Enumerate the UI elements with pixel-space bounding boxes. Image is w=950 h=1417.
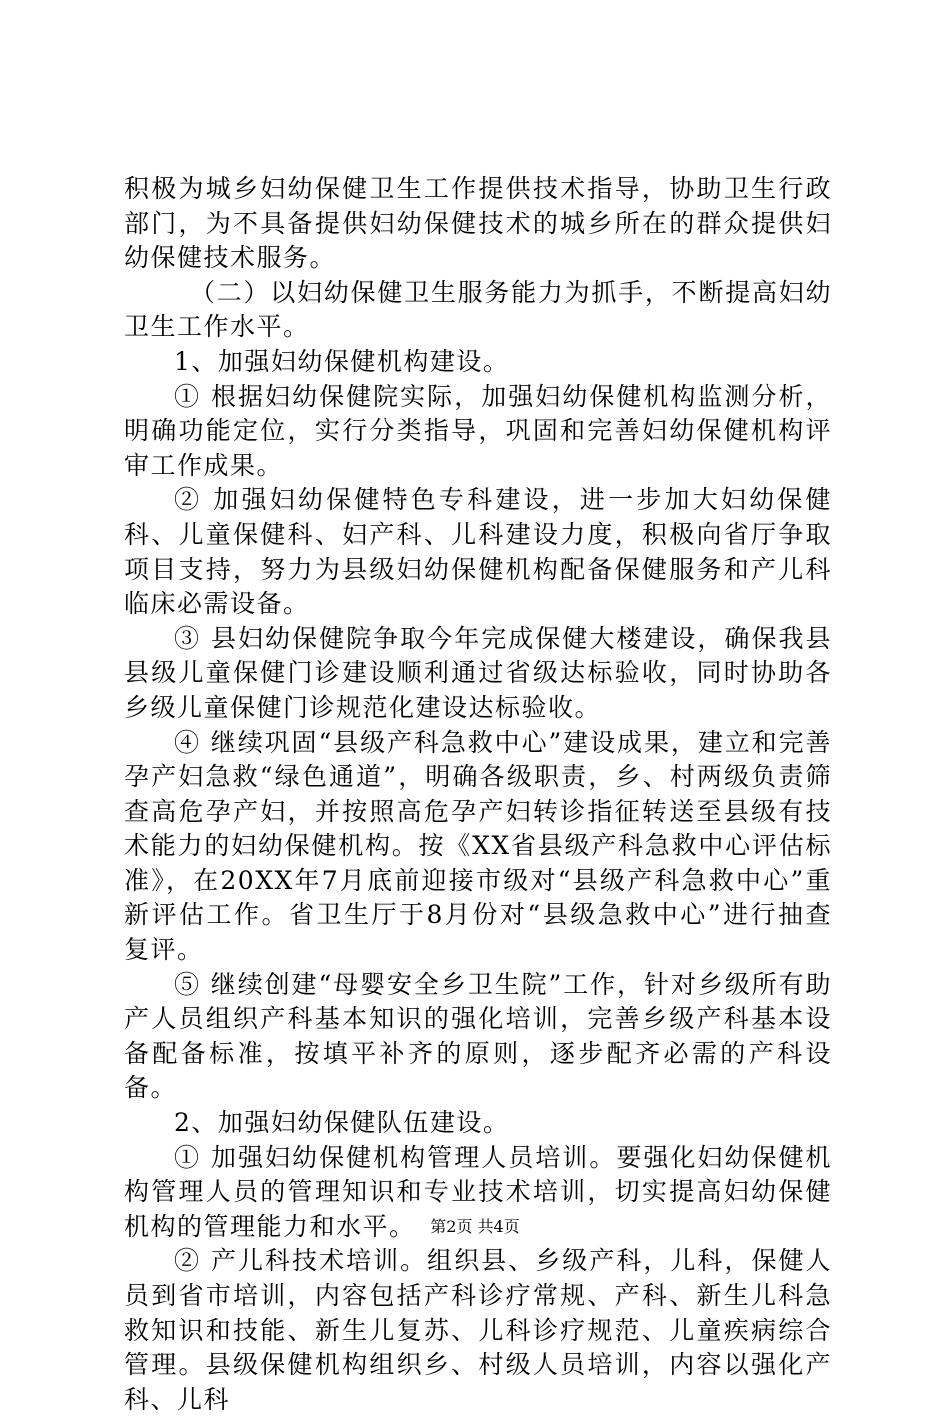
list-item-1-3: ③ 县妇幼保健院争取今年完成保健大楼建设，确保我县县级儿童保健门诊建设顺利通过省级达标验收，同时协助各乡级儿童保健门诊规范化建设达标验收。 bbox=[124, 623, 832, 722]
list-item-2-1: ① 加强妇幼保健机构管理人员培训。要强化妇幼保健机构管理人员的管理知识和专业技术培训，切实提高妇幼保健机构的管理能力和水平。 bbox=[124, 1142, 832, 1241]
subheading-2: 2、加强妇幼保健队伍建设。 bbox=[174, 1108, 510, 1138]
list-item-1-2: ② 加强妇幼保健特色专科建设，进一步加大妇幼保健科、儿童保健科、妇产科、儿科建设力度，积极向省厅争取项目支持，努力为县级妇幼保健机构配备保健服务和产儿科临床必需设备。 bbox=[124, 485, 832, 619]
paragraph-continuation: 积极为城乡妇幼保健卫生工作提供技术指导，协助卫生行政部门，为不具备提供妇幼保健技术的城乡所在的群众提供妇幼保健技术服务。 bbox=[124, 174, 832, 273]
page-number: 第2页 共4页 bbox=[430, 1217, 520, 1236]
list-item-1-5: ⑤ 继续创建“母婴安全乡卫生院”工作，针对乡级所有助产人员组织产科基本知识的强化培训，完善乡级产科基本设备配备标准，按填平补齐的原则，逐步配齐必需的产科设备。 bbox=[124, 969, 832, 1103]
page-footer bbox=[0, 1216, 950, 1238]
list-item-2-2: ② 产儿科技术培训。组织县、乡级产科，儿科，保健人员到省市培训，内容包括产科诊疗常规、产科、新生儿科急救知识和技能、新生儿复苏、儿科诊疗规范、儿童疾病综合管理。县级保健机构组织乡、村级人员培训，内容以强化产科、儿科 bbox=[124, 1246, 832, 1414]
list-item-1-1: ① 根据妇幼保健院实际，加强妇幼保健机构监测分析，明确功能定位，实行分类指导，巩固和完善妇幼保健机构评审工作成果。 bbox=[124, 381, 832, 480]
section-heading-2: （二）以妇幼保健卫生服务能力为抓手，不断提高妇幼卫生工作水平。 bbox=[124, 277, 832, 342]
list-item-1-4: ④ 继续巩固“县级产科急救中心”建设成果，建立和完善孕产妇急救“绿色通道”，明确各级职责，乡、村两级负责筛查高危孕产妇，并按照高危孕产妇转诊指征转送至县级有技术能力的妇幼保健机构。按《XX省县级产科急救中心评估标准》，在20XX年7月底前迎接市级对“县级产科急救中心”重新评估工作。省卫生厅于8月份对“县级急救中心”进行抽查复评。 bbox=[124, 727, 832, 965]
subheading-1: 1、加强妇幼保健机构建设。 bbox=[174, 346, 510, 376]
